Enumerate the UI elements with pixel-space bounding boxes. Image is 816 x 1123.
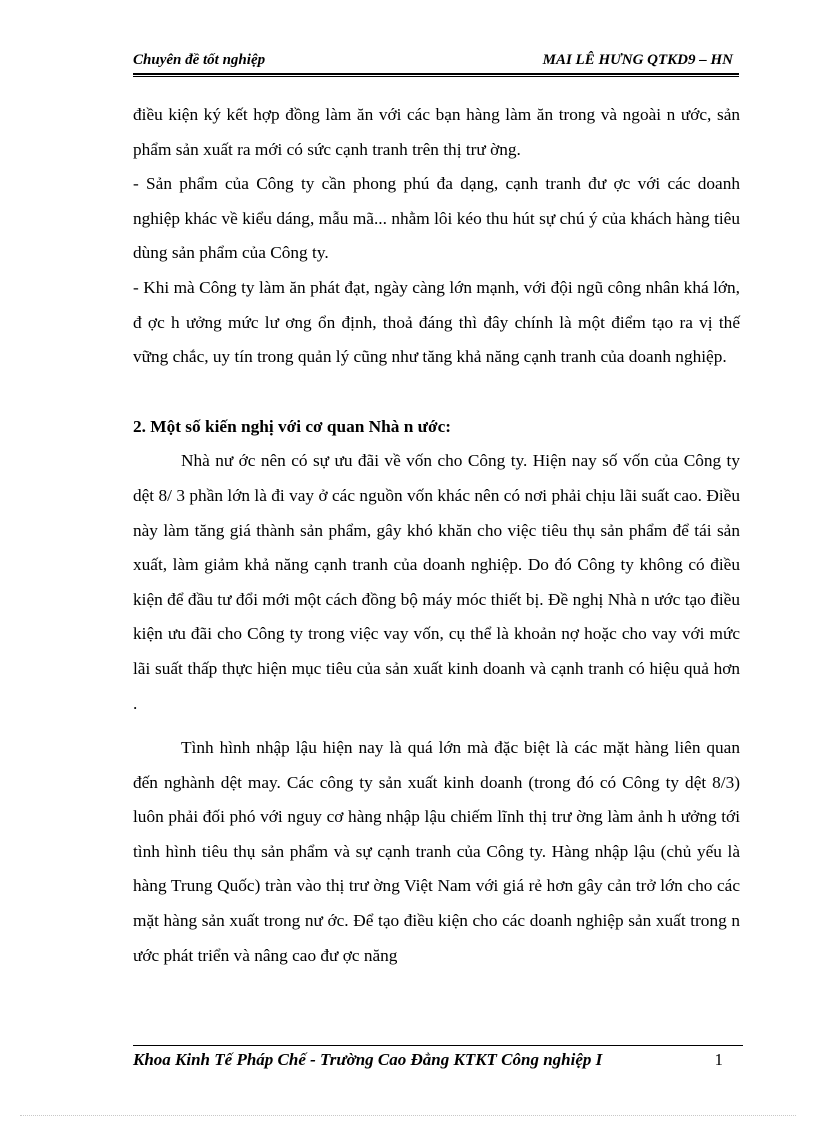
page-header <box>133 52 733 74</box>
paragraph-2: - Sản phẩm của Công ty cần phong phú đa dạng, cạnh tranh đư ợc với các doanh nghiệp khác về kiểu dáng, mẫu mã... nhằm lôi kéo thu hút sự chú ý của khách hàng tiêu dùng sản phẩm của Công ty. <box>133 174 740 263</box>
paragraph-3: - Khi mà Công ty làm ăn phát đạt, ngày càng lớn mạnh, với đội ngũ công nhân khá lớn, đ ợc h ưởng mức lư ơng ổn định, thoả đáng thì đây chính là một điểm tạo ra vị thế vững chắc, uy tín trong quản lý cũng như tăng khả năng cạnh tranh của doanh nghiệp. <box>133 277 740 367</box>
footer-rule <box>133 1045 743 1046</box>
header-title: Chuyên đề tốt nghiệp <box>133 52 266 68</box>
paragraph-1: điều kiện ký kết hợp đồng làm ăn với các bạn hàng làm ăn trong và ngoài n ước, sản phẩm sản xuất ra mới có sức cạnh tranh trên thị trư ờng. <box>133 105 740 159</box>
paragraph-5: Tình hình nhập lậu hiện nay là quá lớn mà đặc biệt là các mặt hàng liên quan đến nghành dệt may. Các công ty sản xuất kinh doanh (trong đó có Công ty dệt 8/3) luôn phải đối phó với nguy cơ hàng nhập lậu chiếm lĩnh thị trư ờng làm ảnh h ưởng tới tình hình tiêu thụ sản phẩm và sự cạnh tranh của Công ty. Hàng nhập lậu (chủ yếu là hàng Trung Quốc) tràn vào thị trư ờng Việt Nam với giá rẻ hơn gây cản trở lớn cho các mặt hàng sản xuất trong nư ớc. Để tạo điều kiện cho các doanh nghiệp sản xuất trong n ước phát triển và nâng cao đư ợc năng <box>133 738 740 965</box>
page-edge-dots <box>20 1115 796 1116</box>
header-rule-thin <box>133 76 739 77</box>
paragraph-gap <box>133 721 740 731</box>
section-gap <box>133 375 740 410</box>
header-author: MAI LÊ HƯNG QTKD9 – HN <box>542 52 733 68</box>
section-heading: 2. Một số kiến nghị với cơ quan Nhà n ước: <box>133 416 452 436</box>
document-body <box>133 98 740 973</box>
paragraph-4: Nhà nư ớc nên có sự ưu đãi về vốn cho Công ty. Hiện nay số vốn của Công ty dệt 8/ 3 phần lớn là đi vay ở các nguồn vốn khác nên có nơi phải chịu lãi suất cao. Điều này làm tăng giá thành sản phẩm, gây khó khăn cho việc tiêu thụ sản phẩm để tái sản xuất, làm giảm khả năng cạnh tranh của doanh nghiệp. Do đó Công ty không có điều kiện để đầu tư đổi mới một cách đồng bộ máy móc thiết bị. Đề nghị Nhà n ước tạo điều kiện ưu đãi cho Công ty trong việc vay vốn, cụ thể là khoản nợ hoặc cho vay với mức lãi suất thấp thực hiện mục tiêu của sản xuất kinh doanh và cạnh tranh có hiệu quả hơn . <box>133 451 740 713</box>
page-number: 1 <box>714 1050 723 1069</box>
header-rule <box>133 73 739 75</box>
page-footer <box>133 1050 723 1076</box>
footer-institution: Khoa Kinh Tế Pháp Chế - Trường Cao Đẳng KTKT Công nghiệp I <box>133 1050 603 1069</box>
